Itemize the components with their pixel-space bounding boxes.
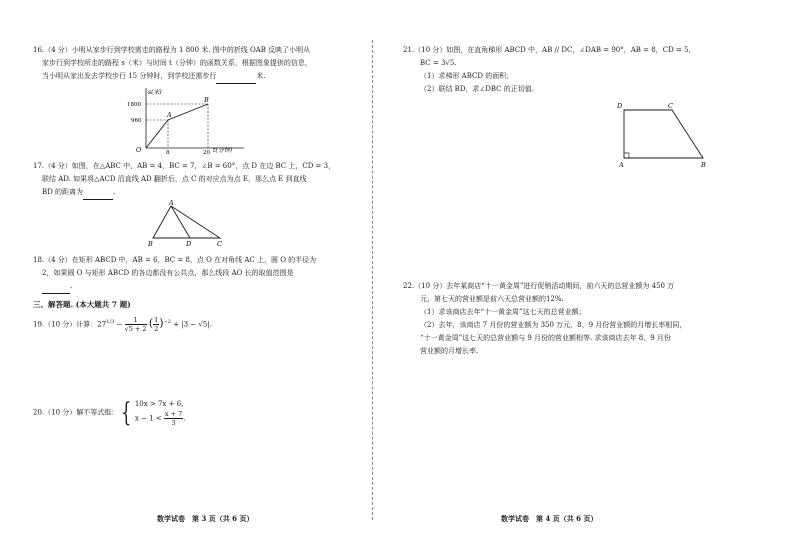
question-16-line-1: 16.（4 分）小明从家步行到学校需走的路程为 1 800 米. 图中的折线 OAB 反映了小明从 — [33, 46, 311, 54]
q19-abs-expr: + |3 − √5|. — [173, 320, 212, 329]
question-22-part-2-cont-2: 营业额的月增长率. — [420, 347, 479, 355]
q19-base: 27 — [97, 320, 107, 329]
vertex-d-label: D — [617, 102, 623, 110]
q19-paren-den: 2 — [154, 324, 159, 333]
vertex-a-label: A — [169, 199, 174, 207]
question-20-prefix: 20.（10 分）解不等式组： — [33, 408, 119, 417]
right-angle-mark — [624, 153, 629, 158]
trapezoid-abcd-figure — [617, 98, 717, 170]
question-22-part-1: （1）求该商店去年“十一黄金周”这七天的总营业额； — [420, 308, 586, 316]
question-21-part-2: （2）联结 BD，求∠DBC 的正切值. — [420, 85, 534, 93]
inequality-2-end: . — [183, 414, 186, 423]
q19-paren-exponent: −2 — [163, 319, 171, 325]
question-18-line-1: 18.（4 分）在矩形 ABCD 中，AB = 6，BC = 8，点 O 在对角线 AC 上，圆 O 的半径为 — [33, 256, 317, 264]
y-axis-label: s(米) — [148, 89, 162, 96]
question-17-line-3: BD 的距离为 — [42, 188, 83, 196]
system-brace: { — [121, 397, 132, 428]
question-21-part-1: （1）求梯形 ABCD 的面积； — [420, 72, 514, 80]
answer-blank-17[interactable] — [83, 186, 116, 200]
question-16-unit: 米. — [256, 72, 266, 80]
question-22 — [403, 280, 686, 358]
question-17-line-2: 联结 AD. 如果将△ACD 沿直线 AD 翻折后，点 C 的对应点为点 E，那么点 E 到直线 — [42, 175, 307, 183]
question-16-line-3: 当小明从家出发去学校步行 15 分钟时，到学校还需步行 — [42, 72, 217, 80]
distance-time-graph — [112, 86, 252, 154]
vertex-c-label: C — [217, 240, 222, 248]
inequality-1: 10x > 7x + 6, — [134, 400, 184, 408]
exam-page-right — [397, 0, 794, 560]
triangle-abc — [153, 206, 220, 238]
question-17-end: . — [112, 188, 116, 196]
x-tick-8: 8 — [166, 150, 170, 154]
answer-blank-18[interactable] — [42, 280, 73, 294]
q19-paren-num: 1 — [154, 315, 159, 324]
y-tick-960: 960 — [131, 118, 142, 124]
q20-frac-num: x + 7 — [164, 410, 183, 418]
trapezoid-abcd — [624, 110, 703, 158]
question-17-line-1: 17.（4 分）如图，在△ABC 中，AB = 4，BC = 7，∠B = 60°，点 D 在边 BC 上，CD = 3， — [33, 162, 336, 170]
question-22-line-2: 元，第七天的营业额是前六天总营业额的12%. — [420, 295, 564, 303]
y-tick-1800: 1800 — [127, 102, 141, 108]
answer-blank-16[interactable] — [216, 70, 256, 84]
segment-ad — [171, 206, 190, 238]
question-21-line-1: 21.（10 分）如图，在直角梯形 ABCD 中，AB // DC，∠DAB = 90°，AB = 8，CD = 5， — [403, 46, 696, 54]
question-19-prefix: 19.（10 分）计算： — [33, 320, 98, 329]
page-divider — [372, 40, 373, 520]
origin-label: O — [136, 146, 142, 154]
question-18-line-2: 2，如果圆 O 与矩形 ABCD 的各边都没有公共点，那么线段 AO 长的取值范围是 — [42, 269, 294, 277]
vertex-b-label: B — [701, 161, 706, 169]
question-19: 19.（10 分）计算：$27^{1/3}$ − $\frac{1}{√5 + 2}$ ( $\frac{1}{2}$ )$^{-2}$ + |3 − √5|. — [33, 315, 212, 333]
triangle-abc-figure — [140, 198, 230, 250]
inequality-2-left: x − 1 < — [134, 414, 162, 423]
x-axis-label: t(分钟) — [213, 147, 233, 154]
footer-page-3: 数学试卷 第 3 页（共 6 页） — [157, 514, 254, 523]
question-17 — [33, 160, 335, 200]
inequality-2-fraction — [164, 410, 186, 427]
question-20 — [33, 398, 185, 427]
footer-page-4: 数学试卷 第 4 页（共 6 页） — [501, 514, 598, 523]
question-18 — [33, 254, 316, 294]
vertex-c-label: C — [668, 102, 673, 110]
x-tick-20: 20 — [203, 150, 210, 154]
question-16-line-2: 家步行到学校所走的路程 s（米）与时间 t（分钟）的函数关系，根据图象提供的信息， — [42, 59, 312, 67]
question-22-part-2-cont-1: “十一黄金周”这七天的总营业额与 9 月份的营业额相等. 求该商店去年 8、9 月份 — [420, 334, 671, 342]
q20-frac-den: 3 — [171, 419, 176, 427]
question-22-line-1: 22.（10 分）去年某商店“十一黄金周”进行促销活动期间，前六天的总营业额为 450 万 — [403, 282, 675, 290]
vertex-a-label: A — [619, 161, 624, 169]
graph-polyline-oab — [146, 104, 208, 148]
question-21-line-2: BC = 3√5. — [420, 59, 457, 67]
q19-frac-num: 1 — [125, 316, 147, 325]
question-21 — [403, 44, 695, 96]
point-b-label: B — [204, 96, 209, 104]
vertex-b-label: B — [148, 240, 153, 248]
question-16 — [33, 44, 312, 84]
q19-fraction — [125, 316, 147, 333]
question-22-part-2: （2）去年，该商店 7 月份的营业额为 350 万元，8、9 月份营业额的月增长率相同， — [420, 321, 687, 329]
question-18-end: . — [70, 282, 73, 290]
section-title: 三、解答题. (本大题共 7 题) — [33, 300, 131, 309]
q19-frac-den: √5 + 2 — [124, 324, 147, 333]
inequality-system — [135, 398, 186, 427]
q19-minus: − — [116, 320, 123, 329]
q19-exponent: 1/3 — [106, 319, 115, 325]
point-a-label: A — [167, 111, 172, 119]
vertex-d-label: D — [186, 240, 192, 248]
